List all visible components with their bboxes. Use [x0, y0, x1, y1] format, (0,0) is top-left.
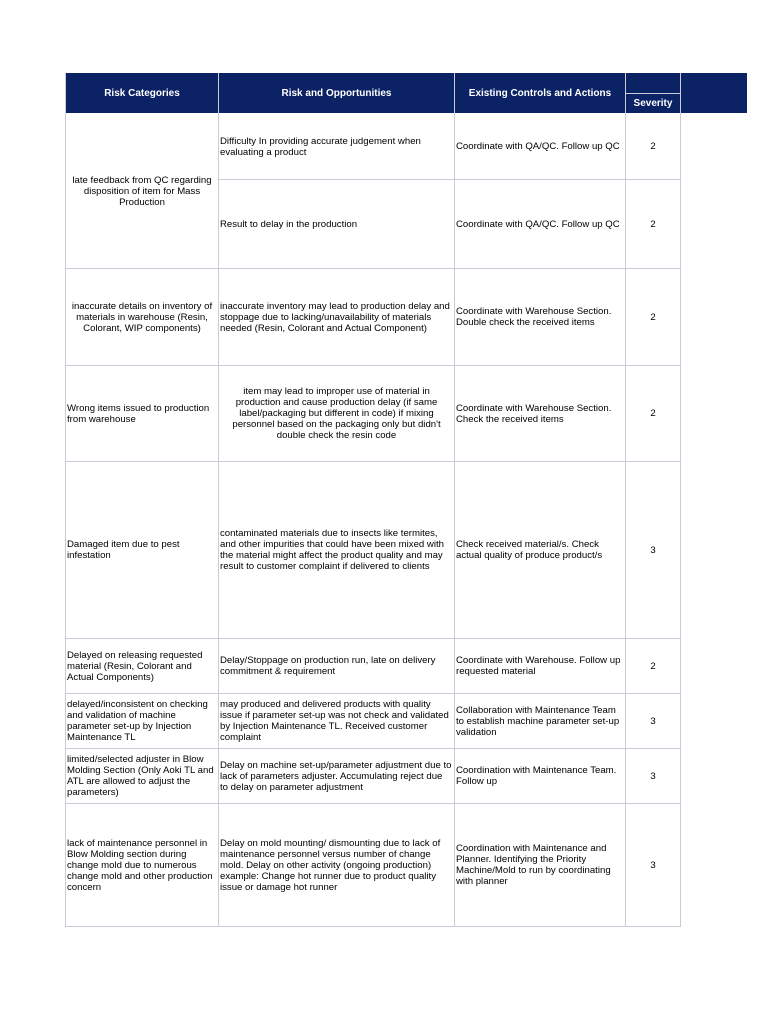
control-cell: [455, 180, 625, 268]
control-cell: [455, 114, 625, 179]
risk-text: contaminated materials due to insects like termites, and other impurities that could have been mixed with the material might affect the product quality and may result to customer complaint if delivered to clients: [220, 528, 444, 572]
category-text: lack of maintenance personnel in Blow Molding section during change mold due to numerous change mold and other production concern: [67, 837, 213, 893]
category-cell: [66, 269, 218, 365]
category-text: late feedback from QC regarding disposition of item for Mass Production: [72, 174, 212, 208]
severity-value: 3: [650, 859, 656, 871]
risk-cell: [219, 180, 454, 268]
risk-text: item may lead to improper use of material in production and cause production delay (if same label/packaging but different in code) if mixing personnel based on the packaging only but didn't double check the resin code: [232, 386, 441, 441]
control-cell: [455, 462, 625, 638]
control-text: Coordinate with Warehouse. Follow up requested material: [456, 655, 621, 677]
risk-cell: [219, 462, 454, 638]
severity-value: 3: [650, 544, 656, 556]
category-text: limited/selected adjuster in Blow Molding Section (Only Aoki TL and ATL are allowed to adjust the parameters): [67, 754, 214, 798]
control-cell: [455, 749, 625, 803]
risk-cell: [219, 749, 454, 803]
control-text: Coordinate with Warehouse Section. Double check the received items: [456, 306, 612, 328]
category-text: Delayed on releasing requested material (Resin, Colorant and Actual Components): [67, 649, 203, 683]
control-text: Check received material/s. Check actual quality of produce product/s: [456, 539, 603, 561]
severity-value: 3: [650, 715, 656, 727]
risk-cell: [219, 114, 454, 179]
severity-cell: [626, 269, 680, 365]
control-text: Collaboration with Maintenance Team to establish machine parameter set-up validation: [456, 704, 620, 738]
category-text: Damaged item due to pest infestation: [67, 539, 180, 561]
severity-cell: [626, 114, 680, 179]
risk-text: Delay/Stoppage on production run, late on delivery commitment & requirement: [220, 655, 436, 677]
severity-value: 2: [650, 218, 656, 230]
severity-value: 2: [650, 311, 656, 323]
header-risk-categories: [66, 73, 218, 113]
header-existing-controls-label: Existing Controls and Actions: [468, 87, 612, 99]
control-cell: [455, 804, 625, 926]
severity-value: 2: [650, 141, 656, 152]
header-existing-controls: [455, 73, 625, 113]
category-text: Wrong items issued to production from warehouse: [67, 402, 210, 425]
header-severity: [626, 93, 680, 113]
control-text: Coordination with Maintenance and Planner. Identifying the Priority Machine/Mold to run by coordinating with planner: [456, 843, 611, 887]
category-cell: [66, 114, 218, 268]
severity-value: 2: [650, 408, 656, 419]
header-risk-categories-label: Risk Categories: [104, 87, 180, 99]
category-cell: [66, 804, 218, 926]
severity-value: 2: [650, 660, 656, 672]
category-text: delayed/inconsistent on checking and validation of machine parameter set-up by Injection Maintenance TL: [67, 699, 208, 743]
risk-cell: [219, 694, 454, 748]
header-severity-label: Severity: [633, 98, 673, 109]
grid-vline: [680, 73, 681, 926]
header-risk-opportunities: [219, 73, 454, 113]
control-cell: [455, 269, 625, 365]
severity-cell: [626, 639, 680, 693]
risk-text: Result to delay in the production: [220, 218, 358, 230]
category-text: inaccurate details on inventory of materials in warehouse (Resin, Colorant, WIP components): [71, 300, 213, 334]
control-text: Coordination with Maintenance Team. Follow up: [456, 765, 617, 787]
severity-cell: [626, 180, 680, 268]
severity-cell: [626, 366, 680, 461]
header-risk-opportunities-label: Risk and Opportunities: [281, 87, 392, 99]
header-right-extension: [680, 73, 747, 113]
header-blank-band: [626, 73, 680, 93]
risk-cell: [219, 269, 454, 365]
risk-text: may produced and delivered products with quality issue if parameter set-up was not check and validated by Injection Maintenance TL. Received customer complaint: [220, 699, 449, 743]
risk-text: Difficulty In providing accurate judgement when evaluating a product: [220, 135, 421, 158]
control-text: Coordinate with Warehouse Section. Check the received items: [456, 402, 612, 425]
category-cell: [66, 694, 218, 748]
control-text: Coordinate with QA/QC. Follow up QC: [456, 218, 620, 230]
risk-text: Delay on machine set-up/parameter adjustment due to lack of parameters adjuster. Accumulating reject due to delay on parameter adjustment: [220, 759, 452, 793]
severity-cell: [626, 749, 680, 803]
grid-hline: [65, 926, 681, 927]
risk-cell: [219, 366, 454, 461]
control-text: Coordinate with QA/QC. Follow up QC: [456, 141, 620, 152]
severity-cell: [626, 462, 680, 638]
category-cell: [66, 639, 218, 693]
category-cell: [66, 749, 218, 803]
risk-text: inaccurate inventory may lead to production delay and stoppage due to lacking/unavailability of materials needed (Resin, Colorant and Actual Component): [220, 300, 450, 334]
control-cell: [455, 694, 625, 748]
risk-cell: [219, 639, 454, 693]
risk-cell: [219, 804, 454, 926]
severity-value: 3: [650, 770, 656, 782]
category-cell: [66, 366, 218, 461]
category-cell: [66, 462, 218, 638]
control-cell: [455, 366, 625, 461]
control-cell: [455, 639, 625, 693]
severity-cell: [626, 694, 680, 748]
severity-cell: [626, 804, 680, 926]
risk-text: Delay on mold mounting/ dismounting due to lack of maintenance personnel versus number of change mold. Delay on other activity (ongoing production) example: Change hot runner due to product quality issue or damage hot runner: [220, 837, 441, 893]
